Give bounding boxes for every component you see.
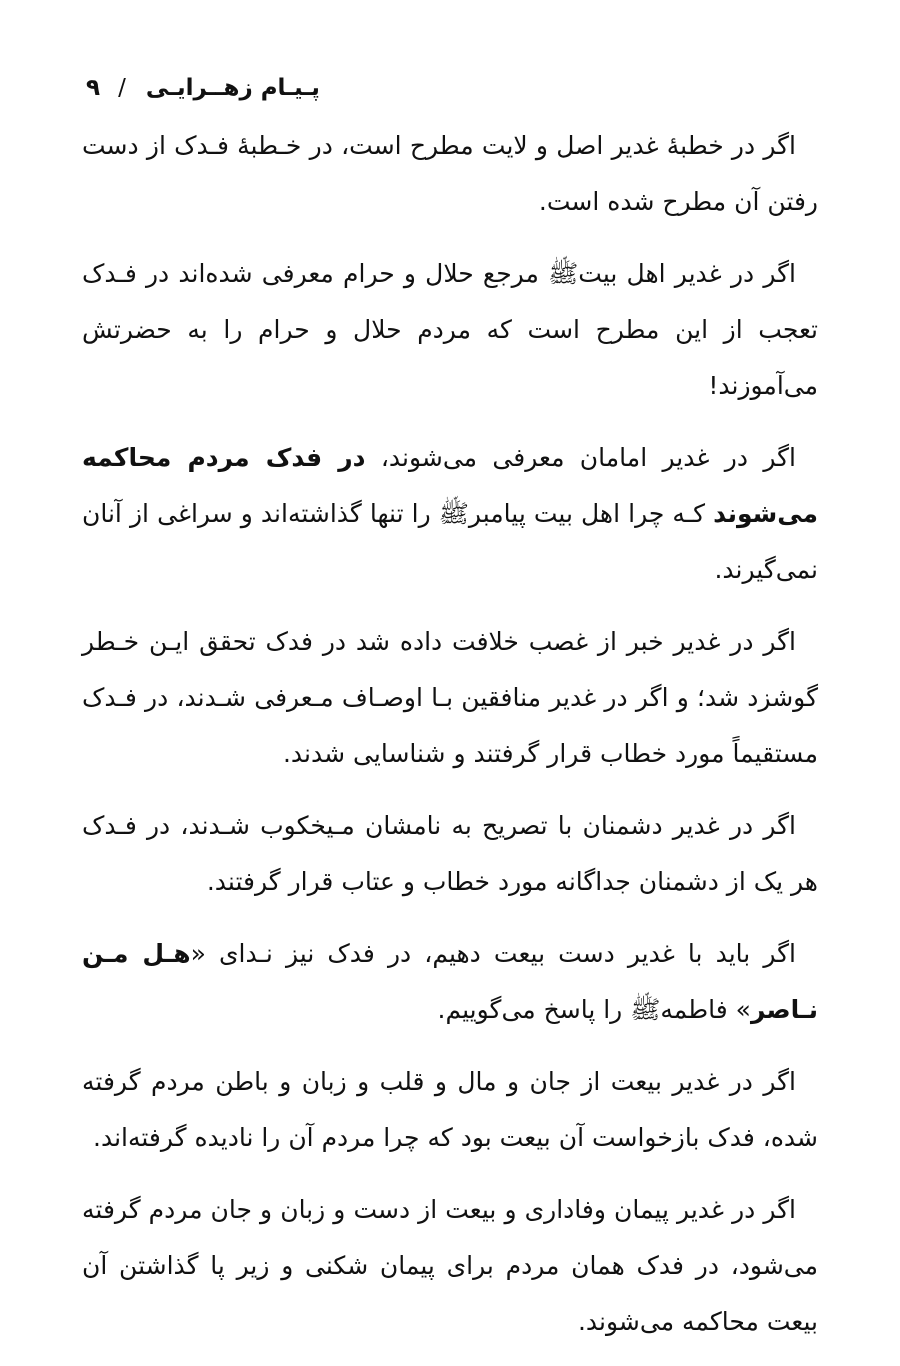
bold-phrase: در فدک مردم محاکمه می‌شوند: [82, 443, 818, 528]
book-title: پـیـام زهــرایـی: [145, 74, 320, 101]
paragraph-4: [82, 614, 818, 782]
bold-phrase: هـل مـن نـاصر: [82, 939, 818, 1024]
paragraph-1: [82, 118, 818, 230]
header-separator: /: [118, 74, 126, 101]
paragraph-text: اگر باید با غدیر دست بیعت دهیم، در فدک نیز نـدای «: [190, 939, 796, 968]
paragraph-text: اگر در غدیر دشمنان با تصریح به نامشان مـیخکوب شـدند، در فـدک هر یک از دشمنان جداگانه مورد خطاب و عتاب قرار گرفتند.: [82, 811, 818, 896]
running-header: [86, 70, 320, 105]
paragraph-text: کـه چرا اهل بیت پیامبرﷺ را تنها گذاشته‌اند و سراغی از آنان نمی‌گیرند.: [82, 499, 818, 584]
paragraph-7: [82, 1054, 818, 1166]
paragraph-text: اگر در غدیر اهل بیتﷺ مرجع حلال و حرام معرفی شده‌اند در فـدک تعجب از این مطرح است که مردم حلال و حرام را به حضرتش می‌آموزند!: [82, 259, 818, 400]
paragraph-5: [82, 798, 818, 910]
paragraph-text: اگر در غدیر بیعت از جان و مال و قلب و زبان و باطن مردم گرفته شده، فدک بازخواست آن بیعت بود که چرا مردم آن را نادیده گرفته‌اند.: [82, 1067, 818, 1152]
paragraph-text: اگر در غدیر امامان معرفی می‌شوند،: [365, 443, 796, 472]
paragraph-text: اگر در غدیر خبر از غصب خلافت داده شد در فدک تحقق ایـن خـطر گوشزد شد؛ و اگر در غدیر منافقین بـا اوصـاف مـعرفی شـدند، در فـدک مستقیماً مورد خطاب قرار گرفتند و شناسایی شدند.: [82, 627, 818, 768]
paragraph-3: [82, 430, 818, 598]
paragraph-text: اگر در غدیر پیمان وفاداری و بیعت از دست و زبان و جان مردم گرفته می‌شود، در فدک همان مردم برای پیمان شکنی و زیر پا گذاشتن آن بیعت محاکمه می‌شوند.: [82, 1195, 818, 1336]
page-number: ۹: [86, 74, 101, 101]
paragraph-6: [82, 926, 818, 1038]
page-body: [82, 118, 818, 1366]
paragraph-8: [82, 1182, 818, 1350]
paragraph-text: » فاطمهﷺ را پاسخ می‌گوییم.: [437, 995, 751, 1024]
paragraph-text: اگر در خطبهٔ غدیر اصل و لایت مطرح است، در خـطبهٔ فـدک از دست رفتن آن مطرح شده است.: [82, 131, 818, 216]
paragraph-2: [82, 246, 818, 414]
